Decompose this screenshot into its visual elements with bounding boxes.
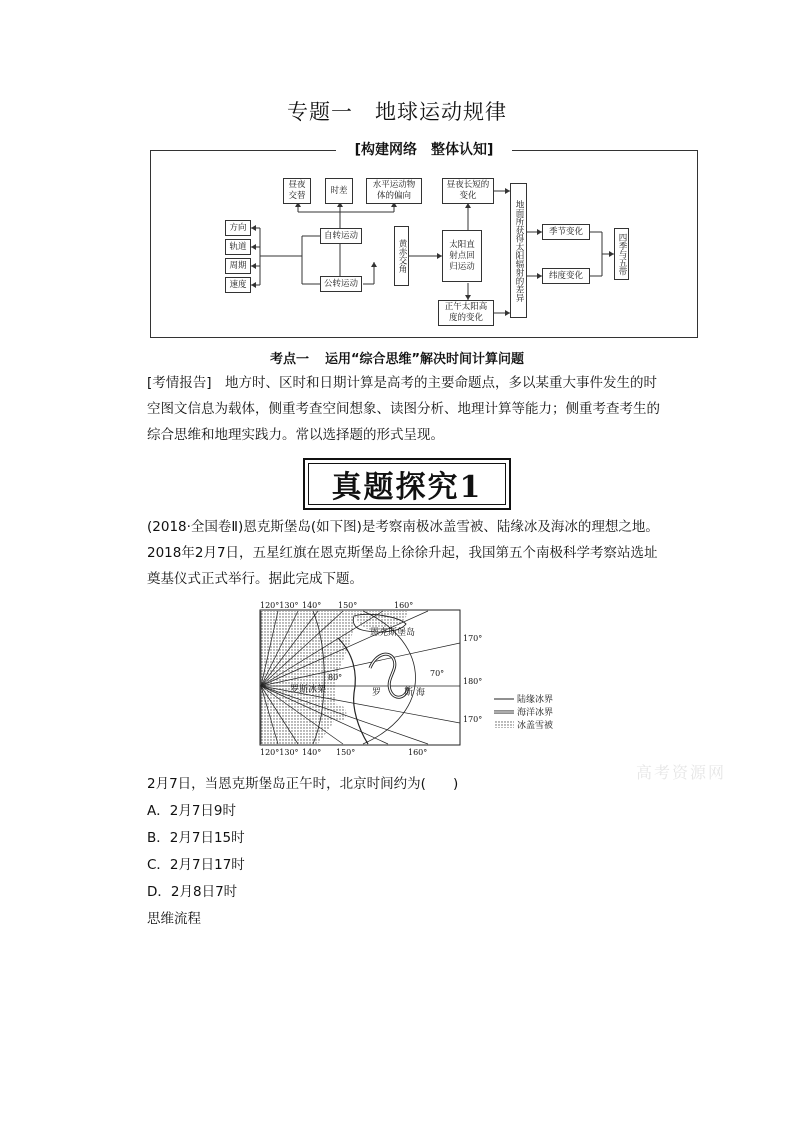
legend-label-land-ice: 陆缘冰界 [517,695,554,705]
right-label-180: 180° [463,677,483,686]
box-period-label: 周期 [229,260,247,271]
box-time-diff-label: 时差 [330,185,348,196]
page-title [0,96,794,126]
box-direction-label: 方向 [229,222,247,233]
box-period [225,258,251,274]
thinking-process-label: 思维流程 [147,911,201,927]
box-day-night-label: 昼夜交替 [288,180,306,201]
bottom-label-150: 150° [336,748,356,757]
top-label-140: 140° [302,601,322,610]
exam-report-text: [考情报告] 地方时、区时和日期计算是高考的主要命题点，多以某重大事件发生的时空图文信息为载体，侧重考查空间想象、读图分析、地理计算等能力；侧重考查考生的综合思维和地理实践力。常以选择题的形式呈现。 [147,375,660,443]
box-season-change [542,224,590,240]
box-daylength [442,178,494,204]
bracket-open: [ [354,142,361,158]
box-noon-altitude-label: 正午太阳高度的变化 [444,302,488,323]
box-latitude-change-label: 纬度变化 [548,270,583,281]
box-deflection [366,178,422,204]
section-heading [0,348,794,367]
kaodian-number: 考点一 [269,352,309,367]
sea-label-b: 斯 海 [404,688,425,698]
box-rotation [320,228,362,244]
box-radiation-label: 地面所获得太阳辐射的差异 [514,199,524,302]
box-subsolar-label: 太阳直射点回归运动 [449,239,475,272]
box-orbit-label: 轨道 [229,241,247,252]
box-daylength-label: 昼夜长短的变化 [446,180,490,201]
antarctic-map [258,598,578,760]
right-label-170-top: 170° [463,634,483,643]
bottom-label-140: 140° [302,748,322,757]
box-obliquity [394,226,409,286]
top-label-150: 150° [338,601,358,610]
option-c: C．2月7日17时 [147,857,245,873]
watermark: 高考资源网 [636,763,727,782]
map-legend [494,693,553,731]
kaodian-topic: 运用“综合思维”解决时间计算问题 [324,352,525,367]
network-heading-part1: 构建网络 [361,142,417,158]
title-part2: 地球运动规律 [375,100,507,124]
box-orbit [225,239,251,255]
box-noon-altitude [438,300,494,326]
box-deflection-label: 水平运动物体的偏向 [372,180,416,201]
box-subsolar [442,230,482,282]
bottom-label-120-130: 120°130° [260,748,299,757]
sea-label-a: 罗 [372,688,382,698]
box-season-change-label: 季节变化 [548,226,583,237]
top-label-160: 160° [394,601,414,610]
box-rotation-label: 自转运动 [323,230,358,241]
option-b: B．2月7日15时 [147,830,245,846]
option-a: A．2月7日9时 [147,803,237,819]
box-direction [225,220,251,236]
box-four-seasons [614,228,629,280]
box-obliquity-label: 黄赤交角 [397,239,407,273]
ice-shelf-label: 罗斯冰架 [290,685,327,695]
option-d: D．2月8日7时 [147,884,238,900]
section-banner [303,458,511,510]
legend-swatch-ice-sheet [494,720,514,728]
box-speed [225,277,251,293]
question-stem: 2月7日，当恩克斯堡岛正午时，北京时间约为( ) [147,776,459,792]
top-label-120-130: 120°130° [260,601,299,610]
box-revolution-label: 公转运动 [323,278,358,289]
inner-label-70: 70° [430,669,445,678]
legend-label-ice-sheet: 冰盖雪被 [517,721,554,731]
bracket-close: ] [487,142,494,158]
bottom-label-160: 160° [408,748,428,757]
island-label: 恩克斯堡岛 [370,628,416,638]
exam-report-paragraph [147,370,667,448]
question-intro-text: (2018·全国卷Ⅱ)恩克斯堡岛(如下图)是考察南极冰盖雪被、陆缘冰及海冰的理想之地。2018年2月7日，五星红旗在恩克斯堡岛上徐徐升起，我国第五个南极科学考察站选址奠基仪式正式举行。据此完成下题。 [147,519,659,587]
section-banner-text: 真题探究1 [308,463,506,505]
box-latitude-change [542,268,590,284]
question-intro [147,514,667,592]
box-revolution [320,276,362,292]
box-radiation [510,183,527,318]
box-day-night [283,178,311,204]
inner-label-80: 80° [328,673,343,682]
legend-label-sea-ice: 海洋冰界 [517,708,554,718]
right-label-170-bottom: 170° [463,715,483,724]
network-heading-part2: 整体认知 [431,142,487,158]
box-speed-label: 速度 [229,279,247,290]
box-time-diff [325,178,353,204]
box-four-seasons-label: 四季与五带 [617,232,627,276]
title-part1: 专题一 [287,100,353,124]
